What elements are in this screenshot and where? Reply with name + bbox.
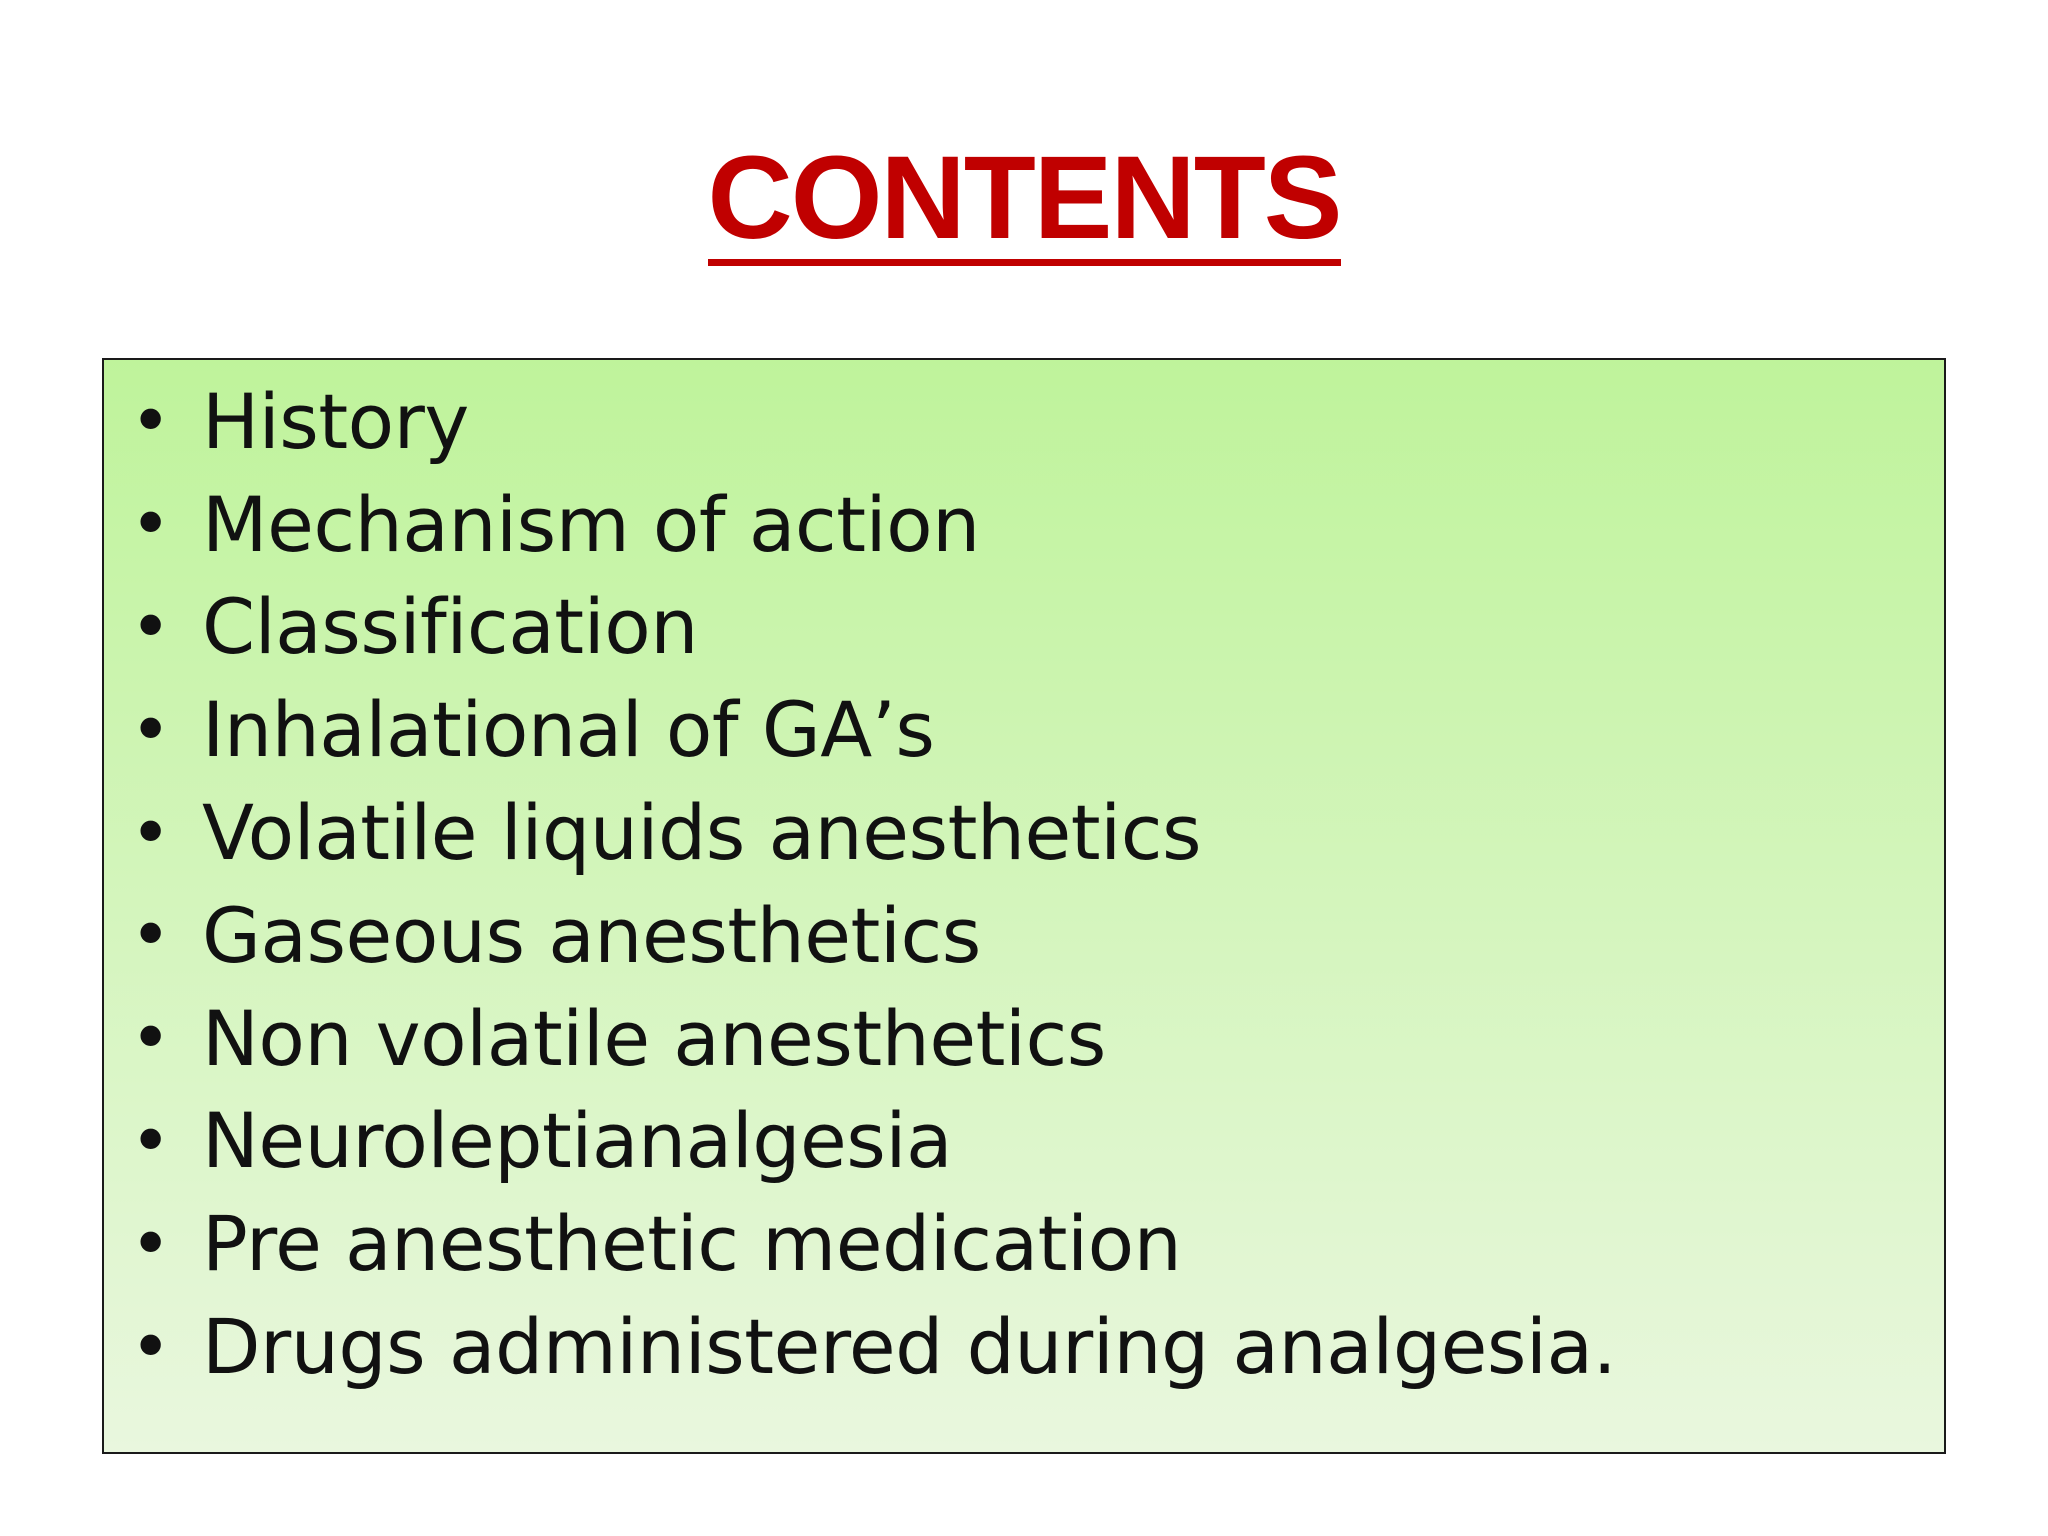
list-item-label: Neuroleptianalgesia [202, 1096, 953, 1186]
list-item-label: Gaseous anesthetics [202, 890, 981, 980]
bullet-icon: • [130, 894, 172, 977]
bullet-icon: • [130, 688, 172, 771]
contents-box [102, 358, 1946, 1454]
list-item-label: Mechanism of action [202, 479, 980, 569]
list-item-gaseous [104, 884, 1944, 987]
list-item-label: Pre anesthetic medication [202, 1199, 1182, 1289]
list-item-label: Non volatile anesthetics [202, 993, 1106, 1083]
bullet-icon: • [130, 791, 172, 874]
list-item-label: Classification [202, 582, 698, 672]
list-item-label: Drugs administered during analgesia. [202, 1302, 1617, 1392]
bullet-icon: • [130, 585, 172, 668]
bullet-icon: • [130, 1305, 172, 1388]
bullet-icon: • [130, 380, 172, 463]
list-item-volatile-liquids [104, 781, 1944, 884]
list-item-non-volatile [104, 987, 1944, 1090]
list-item-classification [104, 576, 1944, 679]
list-item-mechanism-of-action [104, 473, 1944, 576]
bullet-icon: • [130, 483, 172, 566]
list-item-pre-anesthetic [104, 1192, 1944, 1295]
slide-title [0, 128, 2048, 268]
list-item-drugs-administered [104, 1295, 1944, 1398]
list-item-label: Volatile liquids anesthetics [202, 788, 1202, 878]
list-item-label: Inhalational of GA’s [202, 685, 935, 775]
list-item-neuroleptianalgesia [104, 1090, 1944, 1193]
bullet-icon: • [130, 997, 172, 1080]
list-item-label: History [202, 376, 469, 466]
contents-list [104, 370, 1944, 1398]
list-item-history [104, 370, 1944, 473]
bullet-icon: • [130, 1099, 172, 1182]
bullet-icon: • [130, 1202, 172, 1285]
list-item-inhalational [104, 678, 1944, 781]
slide-title-text: CONTENTS [707, 132, 1341, 264]
